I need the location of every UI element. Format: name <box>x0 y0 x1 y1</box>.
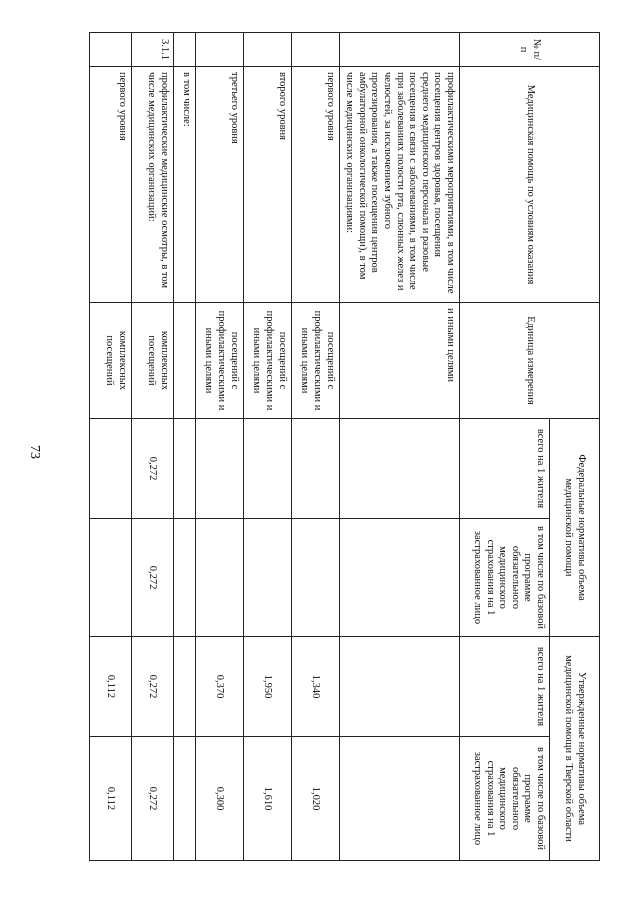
table-row <box>173 33 195 861</box>
rotated-table-area <box>90 32 600 860</box>
cell-unit: комплексных посещений <box>89 303 131 419</box>
cell-appr-ins: 1,020 <box>291 737 339 861</box>
cell-appr-ins: 1,610 <box>243 737 291 861</box>
table-rotator <box>90 32 600 860</box>
cell-fed-ins <box>173 519 195 637</box>
cell-fed-ins <box>339 519 459 637</box>
cell-appr-ins: 0,272 <box>131 737 173 861</box>
cell-appr-res: 1,950 <box>243 637 291 737</box>
cell-care: третьего уровня <box>195 67 243 303</box>
cell-appr-res: 1,340 <box>291 637 339 737</box>
cell-num <box>291 33 339 67</box>
header-approved: Утвержденные нормативы объема медицинской помощи в Тверской области <box>550 637 600 861</box>
cell-care: в том числе: <box>173 67 195 303</box>
table-row <box>291 33 339 861</box>
header-care: Медицинская помощь по условиям оказания <box>460 67 600 303</box>
cell-care: профилактические медицинские осмотры, в том числе медицинских организаций: <box>131 67 173 303</box>
cell-fed-res <box>339 419 459 519</box>
cell-fed-res <box>89 419 131 519</box>
cell-fed-ins <box>89 519 131 637</box>
cell-appr-ins: 0,300 <box>195 737 243 861</box>
page-number: 73 <box>27 445 42 459</box>
cell-appr-res: 0,370 <box>195 637 243 737</box>
cell-num <box>195 33 243 67</box>
table-row <box>131 33 173 861</box>
table-row <box>89 33 131 861</box>
cell-unit: посещений с профилактическими и иными целями <box>291 303 339 419</box>
cell-num <box>339 33 459 67</box>
cell-fed-res <box>243 419 291 519</box>
cell-appr-res: 0,272 <box>131 637 173 737</box>
cell-unit <box>173 303 195 419</box>
cell-care: второго уровня <box>243 67 291 303</box>
norms-table <box>89 32 600 861</box>
cell-fed-ins <box>195 519 243 637</box>
cell-appr-ins <box>339 737 459 861</box>
cell-fed-res <box>195 419 243 519</box>
header-fed-per-resident: всего на 1 жителя <box>460 419 550 519</box>
header-appr-per-insured: в том числе по базовой программе обязательного медицинского страхования на 1 застрахованное лицо <box>460 737 550 861</box>
header-num: № п/п <box>460 33 600 67</box>
cell-appr-res <box>173 637 195 737</box>
table-row <box>195 33 243 861</box>
cell-fed-ins <box>243 519 291 637</box>
header-federal: Федеральные нормативы объема медицинской помощи <box>550 419 600 637</box>
cell-care: профилактическими мероприятиями, в том числе посещения центров здоровья, посещения среднего медицинского персонала и разовые посещения в связи с заболеваниями, в том числе при заболеваниях полости рта, слюнных желез и челюстей, за исключением зубного протезирования, а также посещения центров амбулаторной онкологической помощи), в том числе медицинских организациями: <box>339 67 459 303</box>
table-row <box>243 33 291 861</box>
cell-num: 3.1.1 <box>131 33 173 67</box>
cell-unit: и иными целями <box>339 303 459 419</box>
header-row <box>550 33 600 861</box>
cell-appr-res: 0,112 <box>89 637 131 737</box>
header-unit: Единица измерения <box>460 303 600 419</box>
cell-care: первого уровня <box>291 67 339 303</box>
cell-fed-res <box>291 419 339 519</box>
cell-fed-res <box>173 419 195 519</box>
cell-fed-res: 0,272 <box>131 419 173 519</box>
cell-fed-ins <box>291 519 339 637</box>
cell-unit: посещений с профилактическими и иными целями <box>243 303 291 419</box>
cell-unit: комплексных посещений <box>131 303 173 419</box>
header-appr-per-resident: всего на 1 жителя <box>460 637 550 737</box>
cell-care: первого уровня <box>89 67 131 303</box>
cell-fed-ins: 0,272 <box>131 519 173 637</box>
cell-num <box>243 33 291 67</box>
cell-num <box>173 33 195 67</box>
cell-appr-ins <box>173 737 195 861</box>
cell-num <box>89 33 131 67</box>
cell-appr-res <box>339 637 459 737</box>
header-fed-per-insured: в том числе по базовой программе обязательного медицинского страхования на 1 застрахованное лицо <box>460 519 550 637</box>
cell-appr-ins: 0,112 <box>89 737 131 861</box>
cell-unit: посещений с профилактическими и иными целями <box>195 303 243 419</box>
table-row <box>339 33 459 861</box>
